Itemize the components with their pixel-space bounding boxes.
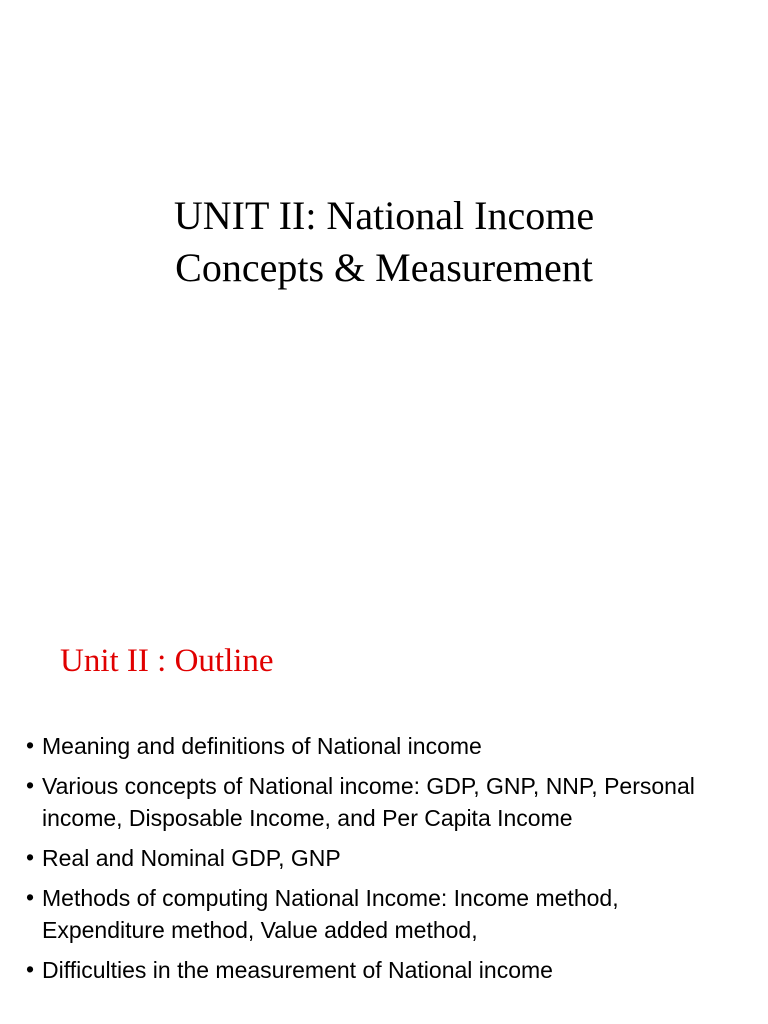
bullet-text: Real and Nominal GDP, GNP (42, 845, 341, 871)
slide-title-line-1: UNIT II: National Income (173, 193, 595, 238)
bullet-dot: • (26, 956, 35, 982)
bullet-dot: • (26, 884, 35, 910)
bullet-item (26, 882, 726, 946)
outline-bullet-list (26, 730, 726, 994)
bullet-text: Meaning and definitions of National income (42, 733, 482, 759)
bullet-dot: • (26, 732, 35, 758)
bullet-text: Various concepts of National income: GDP, GNP, NNP, Personal income, Disposable Income, and Per Capita Income (42, 773, 695, 831)
bullet-text: Methods of computing National Income: Income method, Expenditure method, Value added method, (42, 885, 619, 943)
bullet-item (26, 842, 726, 874)
slide-title (0, 190, 768, 294)
bullet-dot: • (26, 772, 35, 798)
bullet-dot: • (26, 844, 35, 870)
bullet-item (26, 954, 726, 986)
bullet-text: Difficulties in the measurement of National income (42, 957, 553, 983)
slide-title-line-2: Concepts & Measurement (175, 245, 593, 290)
outline-heading: Unit II : Outline (60, 643, 274, 679)
bullet-item (26, 770, 726, 834)
bullet-item (26, 730, 726, 762)
